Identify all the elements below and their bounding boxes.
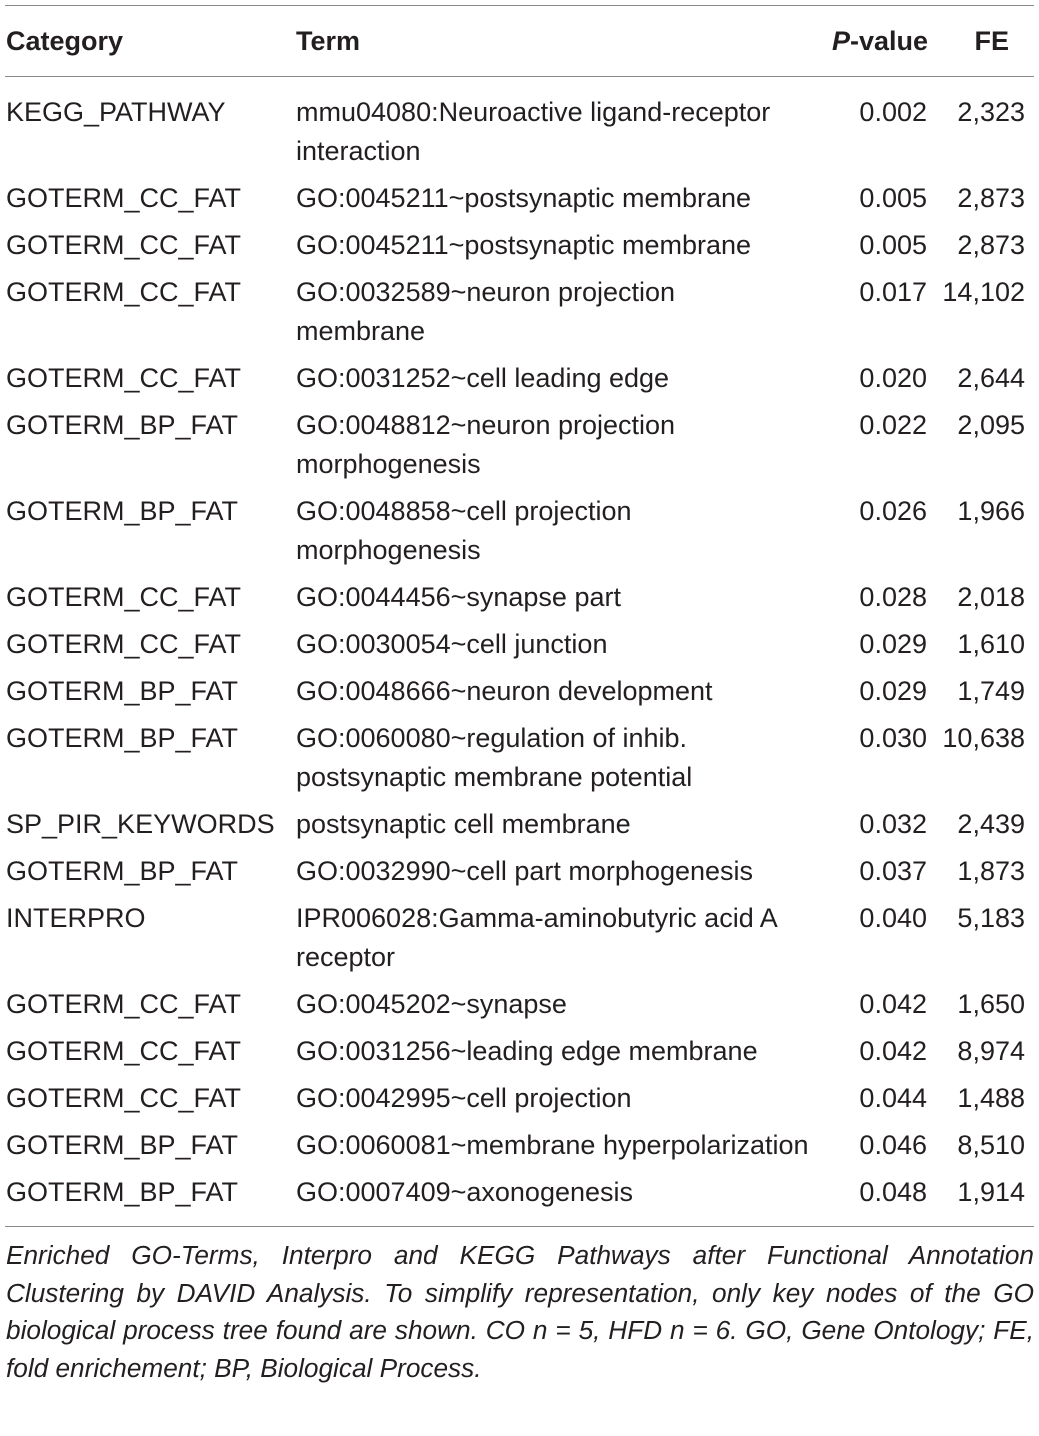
header-pvalue [816, 6, 931, 77]
table-row [5, 179, 1034, 226]
cell-pvalue: 0.005 [859, 230, 927, 260]
cell-pvalue: 0.044 [859, 1083, 927, 1113]
cell-category: GOTERM_CC_FAT [6, 1083, 242, 1113]
cell-fe: 1,749 [957, 676, 1025, 706]
cell-term: GO:0032589~neuron projection membrane [296, 277, 676, 346]
cell-term: GO:0048858~cell projection morphogenesis [296, 496, 632, 565]
cell-term: GO:0031256~leading edge membrane [296, 1036, 758, 1066]
table-row [5, 492, 1034, 578]
cell-category: GOTERM_BP_FAT [6, 1177, 239, 1207]
cell-fe: 10,638 [942, 723, 1025, 753]
enrichment-table [5, 5, 1034, 1387]
cell-category: GOTERM_CC_FAT [6, 230, 242, 260]
header-term: Term [296, 25, 361, 56]
cell-fe: 2,018 [957, 582, 1025, 612]
cell-pvalue: 0.002 [859, 97, 927, 127]
table-row [5, 985, 1034, 1032]
header-pvalue-italic: P [831, 25, 850, 56]
cell-pvalue: 0.005 [859, 183, 927, 213]
cell-fe: 2,873 [957, 230, 1025, 260]
cell-fe: 1,650 [957, 989, 1025, 1019]
cell-term: GO:0045202~synapse [296, 989, 567, 1019]
cell-category: KEGG_PATHWAY [6, 97, 226, 127]
table-row [5, 672, 1034, 719]
table-row [5, 1126, 1034, 1173]
table-row [5, 77, 1034, 180]
cell-pvalue: 0.042 [859, 989, 927, 1019]
table-row [5, 406, 1034, 492]
cell-term: GO:0031252~cell leading edge [296, 363, 670, 393]
cell-category: GOTERM_CC_FAT [6, 989, 242, 1019]
table-row [5, 719, 1034, 805]
cell-pvalue: 0.032 [859, 809, 927, 839]
table-header [5, 6, 1034, 77]
cell-term: GO:0048666~neuron development [296, 676, 713, 706]
footnote-row [5, 1227, 1034, 1388]
header-category: Category [6, 25, 124, 56]
cell-category: GOTERM_CC_FAT [6, 582, 242, 612]
table-row [5, 899, 1034, 985]
cell-term: GO:0042995~cell projection [296, 1083, 632, 1113]
cell-pvalue: 0.040 [859, 903, 927, 933]
cell-term: GO:0060081~membrane hyperpolarization [296, 1130, 809, 1160]
cell-term: mmu04080:Neuroactive ligand-receptor interaction [296, 97, 771, 166]
cell-fe: 14,102 [942, 277, 1025, 307]
cell-category: GOTERM_BP_FAT [6, 676, 239, 706]
cell-term: postsynaptic cell membrane [296, 809, 631, 839]
cell-fe: 1,914 [957, 1177, 1025, 1207]
cell-category: GOTERM_BP_FAT [6, 723, 239, 753]
cell-category: GOTERM_BP_FAT [6, 1130, 239, 1160]
cell-category: GOTERM_BP_FAT [6, 410, 239, 440]
cell-fe: 2,439 [957, 809, 1025, 839]
cell-fe: 1,610 [957, 629, 1025, 659]
cell-pvalue: 0.020 [859, 363, 927, 393]
cell-category: GOTERM_CC_FAT [6, 183, 242, 213]
cell-pvalue: 0.046 [859, 1130, 927, 1160]
table-body [5, 77, 1034, 1227]
cell-pvalue: 0.042 [859, 1036, 927, 1066]
cell-term: IPR006028:Gamma-aminobutyric acid A receptor [296, 903, 777, 972]
cell-fe: 2,323 [957, 97, 1025, 127]
cell-category: GOTERM_CC_FAT [6, 629, 242, 659]
table-footer [5, 1227, 1034, 1388]
cell-pvalue: 0.037 [859, 856, 927, 886]
cell-fe: 5,183 [957, 903, 1025, 933]
header-fe: FE [974, 25, 1009, 56]
cell-category: GOTERM_BP_FAT [6, 496, 239, 526]
cell-term: GO:0007409~axonogenesis [296, 1177, 634, 1207]
cell-fe: 8,974 [957, 1036, 1025, 1066]
cell-pvalue: 0.026 [859, 496, 927, 526]
cell-pvalue: 0.022 [859, 410, 927, 440]
cell-fe: 1,873 [957, 856, 1025, 886]
cell-category: GOTERM_CC_FAT [6, 277, 242, 307]
table-row [5, 578, 1034, 625]
table-row [5, 852, 1034, 899]
cell-pvalue: 0.028 [859, 582, 927, 612]
cell-term: GO:0060080~regulation of inhib. postsynaptic membrane potential [296, 723, 693, 792]
cell-fe: 8,510 [957, 1130, 1025, 1160]
cell-category: INTERPRO [6, 903, 146, 933]
cell-pvalue: 0.029 [859, 676, 927, 706]
cell-category: GOTERM_CC_FAT [6, 1036, 242, 1066]
cell-fe: 1,966 [957, 496, 1025, 526]
cell-category: GOTERM_BP_FAT [6, 856, 239, 886]
cell-fe: 1,488 [957, 1083, 1025, 1113]
table-row [5, 1079, 1034, 1126]
table-row [5, 625, 1034, 672]
cell-pvalue: 0.017 [859, 277, 927, 307]
cell-term: GO:0030054~cell junction [296, 629, 608, 659]
table-row [5, 1032, 1034, 1079]
header-row [5, 6, 1034, 77]
cell-pvalue: 0.030 [859, 723, 927, 753]
cell-term: GO:0044456~synapse part [296, 582, 621, 612]
table-row [5, 273, 1034, 359]
table-footnote: Enriched GO-Terms, Interpro and KEGG Pathways after Functional Annotation Clustering by DAVID Analysis. To simplify representation, only key nodes of the GO biological process tree found are shown. CO n = 5, HFD n = 6. GO, Gene Ontology; FE, fold enrichement; BP, Biological Process. [6, 1240, 1034, 1383]
cell-fe: 2,644 [957, 363, 1025, 393]
cell-term: GO:0045211~postsynaptic membrane [296, 183, 752, 213]
header-pvalue-suffix: -value [849, 25, 928, 56]
cell-fe: 2,095 [957, 410, 1025, 440]
table-row [5, 1173, 1034, 1227]
table-row [5, 226, 1034, 273]
cell-term: GO:0032990~cell part morphogenesis [296, 856, 754, 886]
cell-category: SP_PIR_KEYWORDS [6, 809, 275, 839]
table-row [5, 805, 1034, 852]
cell-term: GO:0048812~neuron projection morphogenesis [296, 410, 676, 479]
cell-pvalue: 0.029 [859, 629, 927, 659]
cell-term: GO:0045211~postsynaptic membrane [296, 230, 752, 260]
cell-pvalue: 0.048 [859, 1177, 927, 1207]
cell-fe: 2,873 [957, 183, 1025, 213]
table-row [5, 359, 1034, 406]
cell-category: GOTERM_CC_FAT [6, 363, 242, 393]
